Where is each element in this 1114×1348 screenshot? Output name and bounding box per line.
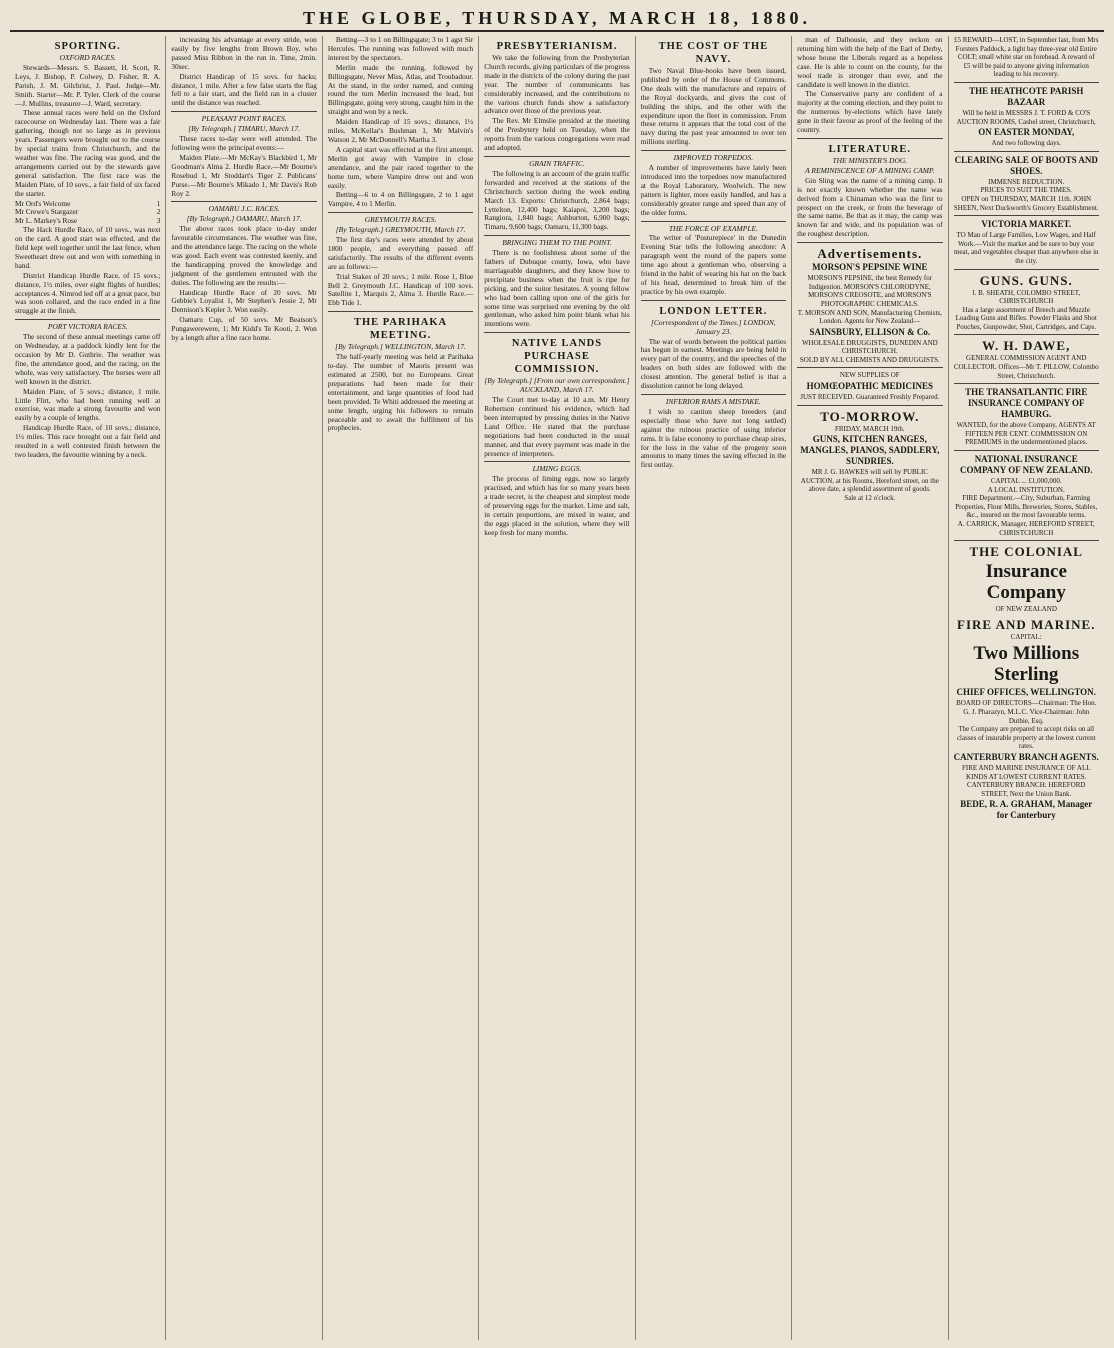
paragraph: The Conservative party are confident of a majority at the coming election, and they point to the numerous by-elections which have lately gone in their favour as proof of the feeling of the country.	[797, 89, 943, 135]
paragraph: A capital start was effected at the first attempt. Merlin got away with Vampire in close attendance, and the pair raced together to the home turn, where Vampire drew out and won easily.	[327, 144, 474, 190]
ad-title: FIRE AND MARINE.	[957, 616, 1096, 632]
paragraph: Trial Stakes of 20 sovs.; 1 mile. Rose 1, Blue Bell 2. Greymouth J.C. Handicap of 100 sovs. Satellite 1, Marquis 2, Alma 3. Hurdle Race.—Ebb Tide 1.	[327, 271, 474, 308]
ad-text: I. B. SHEATH, COLOMBO STREET, CHRISTCHURCH	[972, 288, 1081, 306]
column-7	[949, 36, 1104, 1340]
divider	[484, 235, 629, 236]
ad-title: ON EASTER MONDAY,	[978, 127, 1075, 138]
article-subheading: BRINGING THEM TO THE POINT.	[502, 238, 612, 248]
ad-text: CAPITAL ... £1,000,000.	[990, 477, 1062, 486]
race-result: Mr Crewe's Stargazer 2	[15, 207, 161, 217]
divider	[484, 156, 629, 157]
ad-text: WANTED, for the above Company, AGENTS AT FIFTEEN PER CENT. COMMISSION ON PREMIUMS in the undermentioned places.	[956, 421, 1096, 447]
ad-title: Two Millions Sterling	[973, 643, 1080, 686]
telegraph-dateline: [By Telegraph.] WELLINGTON, March 17.	[335, 342, 466, 352]
paragraph: The first day's races were attended by about 1800 people, and everything passed off satisfactorily. The results of the different events are as follows:—	[327, 235, 474, 271]
ad-text: OPEN on THURSDAY, MARCH 11th. JOHN SHEEN, Next Duckworth's Grocery Establishment.	[953, 194, 1099, 212]
divider	[797, 367, 942, 368]
ad-title: SAINSBURY, ELLISON & Co.	[809, 326, 931, 337]
divider	[797, 138, 942, 139]
telegraph-dateline: [By Telegraph.] OAMARU, March 17.	[186, 214, 302, 224]
article-subheading: OAMARU J.C. RACES.	[208, 204, 280, 214]
paragraph: Handicap Hurdle Race, of 10 sovs.; distance, 1½ miles. This race brought out a fair field and resulted in a well contested finish between the two leaders, the favourite winning by a neck.	[15, 423, 161, 459]
ad-title: THE COLONIAL	[969, 544, 1083, 560]
paragraph: The writer of 'Posturepiece' in the Dunedin Evening Star tells the following anecdote: A paragraph went the round of the papers some time ago about a gentleman who, observing a friend in the habit of wearing his hat on the back of his head, determined to break him of the practice by his own example.	[640, 233, 787, 296]
section-heading: LONDON LETTER.	[659, 305, 768, 317]
article-subheading: LIMING EGGS.	[532, 464, 582, 474]
telegraph-dateline: [By Telegraph.] TIMARU, March 17.	[188, 124, 300, 134]
divider	[328, 311, 473, 312]
article-subheading: INFERIOR RAMS A MISTAKE.	[665, 397, 761, 406]
article-subheading: PLEASANT POINT RACES.	[201, 114, 287, 124]
ad-title: W. H. DAWE,	[982, 338, 1071, 354]
paragraph: I wish to caution sheep breeders (and especially those who have not long settled) against the ruinous practice of using inferior rams. It is false economy to purchase cheap sires, for the loss in the value of the progeny soon amounts to many times the saving effected in the first outlay.	[640, 406, 787, 470]
divider	[641, 221, 786, 222]
ad-text: £5 REWARD—LOST, in September last, from Mrs Forsters Paddock, a light bay three-year old Entire COLT; small white star on forehead. A reward of £5 will be paid to anyone giving information leading to his recovery.	[953, 36, 1099, 79]
ad-text: SOLD BY ALL CHEMISTS AND DRUGGISTS.	[799, 355, 940, 364]
paragraph: District Handicap of 15 sovs. for hacks; distance, 1 mile. After a few false starts the flag fell to a fair start, and the field ran in a cluster until the distance was reached.	[171, 71, 317, 108]
ad-title: GUNS. GUNS.	[979, 272, 1073, 288]
ad-text: JUST RECEIVED. Guaranteed Freshly Prepared.	[800, 393, 940, 402]
ad-text: PRICES TO SUIT THE TIMES.	[980, 186, 1072, 195]
ad-title: Insurance Company	[985, 561, 1067, 604]
article-subtitle: A REMINISCENCE OF A MINING CAMP.	[805, 165, 935, 175]
article-subheading: OXFORD RACES.	[59, 53, 116, 62]
ad-text: MR J. G. HAWKES will sell by PUBLIC AUCTION, at his Rooms, Hereford street, on the above date, a splendid assortment of goods.	[800, 468, 939, 494]
divider	[954, 540, 1099, 541]
paragraph: These races to-day were well attended. The following were the principal events:—	[171, 134, 317, 152]
telegraph-dateline: [By Telegraph.] GREYMOUTH, March 17.	[335, 225, 466, 235]
ad-text: T. MORSON AND SON, Manufacturing Chemists, London. Agents for New Zealand—	[797, 308, 942, 326]
paragraph: Merlin made the running, followed by Billingsgate, Never Miss, Atlas, and Troubadour. At the stand, in the order named, and coming round the turn Merlin increased the lead, but Billingsgate, going very strong, caught him in the straight and won by a neck.	[327, 62, 474, 117]
divider	[641, 300, 786, 301]
ad-title: MORSON'S PEPSINE WINE	[812, 262, 928, 273]
paragraph: A number of improvements have lately been introduced into the torpedoes now manufactured at the Royal Laboratory, Woolwich. The new pattern is lighter, more easily handled, and has a considerably greater range and speed than any of the older forms.	[640, 163, 787, 217]
ad-title: CANTERBURY BRANCH AGENTS.	[953, 751, 1099, 762]
ad-text: GENERAL COMMISSION AGENT AND COLLECTOR. Offices—Mr T. PILLOW, Colombo Street, Christchurch.	[953, 354, 1099, 380]
masthead: THE GLOBE, THURSDAY, MARCH 18, 1880.	[10, 6, 1104, 32]
paragraph: The process of liming eggs, now so largely practised, and which has for so many years been a trade secret, is the cheapest and simplest mode of preserving eggs for the market. Lime and salt, in certain proportions, are mixed in water, and the eggs placed in the solution, where they will keep fresh for many months.	[484, 474, 630, 537]
ad-text: FIRE AND MARINE INSURANCE OF ALL KINDS AT LOWEST CURRENT RATES.	[961, 763, 1091, 781]
ad-text: FIRE Department.—City, Suburban, Farming Properties, Flour Mills, Breweries, Stores, Stables, &c., insured on the most favourable terms.	[955, 494, 1098, 520]
divider	[797, 405, 942, 406]
divider	[954, 151, 1099, 152]
ad-text: FRIDAY, MARCH 19th.	[835, 424, 905, 433]
paragraph: The second of these annual meetings came off on Wednesday, at a paddock kindly lent for the occasion by Mr D. Guthrie. The weather was fine, the attendance good, and the racing, on the whole, was very satisfactory. The horses were all well known in the district.	[15, 332, 161, 386]
ad-title: HOMŒOPATHIC MEDICINES	[806, 381, 934, 392]
column-4	[479, 36, 635, 1340]
paragraph: Betting—6 to 4 on Billingsgate, 2 to 1 agst Vampire, 4 to 1 Merlin.	[327, 190, 474, 209]
divider	[954, 269, 1099, 270]
divider	[484, 461, 629, 462]
race-result: Mr L. Markey's Rose 3	[15, 216, 161, 226]
paragraph: There is no foolishness about some of the fathers of Dubuque county, Iowa, who have marriageable daughters, and they know how to precipitate business when the fruit is ripe for picking, and the suitor hesitates. A young fellow who had been calling upon one of the girls for some time was surprised one evening by the old gentleman, who asked him point blank what his intentions were.	[484, 248, 630, 329]
paragraph: The Court met to-day at 10 a.m. Mr Henry Robertson continued his evidence, which had been interrupted by pressing duties in the Native Land Office. He stated that the purchase negotiations had been conducted in the usual manner, and that every payment was made in the presence of interpreters.	[484, 395, 630, 458]
column-5	[636, 36, 792, 1340]
article-subheading: PORT VICTORIA RACES.	[47, 322, 128, 332]
race-result: Mr Ord's Welcome 1	[15, 198, 161, 208]
ad-text: A. CARRICK, Manager, HEREFORD STREET, CHRISTCHURCH	[957, 520, 1095, 537]
divider	[954, 215, 1099, 216]
divider	[171, 201, 316, 202]
divider	[954, 334, 1099, 335]
divider	[641, 394, 786, 395]
paragraph: Maiden Plate.—Mr McKay's Blackbird 1, Mr Goodman's Alma 2. Hurdle Race.—Mr Bourne's Rosebud 1, Mr Stoddart's Tiger 2. Publicans' Purse.—Mr Bourne's Mikado 1, Mr Davis's Rob Roy 2.	[171, 152, 317, 198]
section-heading: THE COST OF THE NAVY.	[658, 41, 769, 65]
paragraph: The following is an account of the grain traffic forwarded and received at the stations of the Christchurch section during the week ending March 13. Exports: Christchurch, 2,864 bags; Lyttelton, 12,400 bags; Kaiapoi, 3,200 bags; Rangiora, 1,840 bags; Ashburton, 6,900 bags; Timaru, 9,600 bags; Oamaru, 11,300 bags.	[484, 168, 630, 232]
column-1	[10, 36, 166, 1340]
paragraph: Betting—3 to 1 on Billingsgate; 3 to 1 agst Sir Hercules. The running was followed with much interest by the spectators.	[327, 36, 474, 62]
ad-text: A LOCAL INSTITUTION.	[987, 485, 1065, 494]
article-subheading: GRAIN TRAFFIC.	[529, 158, 585, 168]
section-heading: THE PARIHAKA MEETING.	[353, 317, 448, 342]
paragraph: man of Dalhousie, and they reckon on returning him with the help of the Earl of Derby, whose house the Liberals regard as a hopeless case. He is able to count on the county, for the wool trade is stronger than ever, and the candidate is well known in the district.	[797, 36, 943, 89]
paragraph: increasing his advantage at every stride, won easily by five lengths from Brown Boy, who passed Miss Ribbon in the run in. Time, 2min. 30sec.	[171, 36, 317, 71]
paragraph: We take the following from the Presbyterian Church records, giving particulars of the progress made in the districts of the colony during the past year. The number of communicants has considerably increased, and the contributions to the various church funds show a satisfactory advance over those of the previous year.	[484, 53, 630, 116]
divider	[484, 332, 629, 333]
paragraph: Oamaru Cup, of 50 sovs. Mr Beatson's Pungawerewere, 1; Mr Kidd's Te Kooti, 2. Won by a length after a fine race home.	[171, 315, 317, 343]
ad-text: MORSON'S PEPSINE, the best Remedy for Indigestion. MORSON'S CHLORODYNE, MORSON'S CREOSOTE, and MORSON'S PHOTOGRAPHIC CHEMICALS.	[807, 274, 933, 308]
telegraph-dateline: [Correspondent of the Times.] LONDON, January 23.	[651, 317, 776, 336]
paragraph: Maiden Plate, of 5 sovs.; distance, 1 mile. Little Flirt, who had been running well at exercise, was made a strong favourite and won easily by a couple of lengths.	[15, 386, 161, 423]
ad-text: TO Man of Large Families, Low Wages, and Half Work.—Visit the market and be sure to buy your meat, and vegetables cheaper than anywhere else in the city.	[953, 231, 1099, 265]
ad-text: Sale at 12 o'clock.	[844, 494, 896, 503]
ad-text: BOARD OF DIRECTORS—Chairman: The Hon. G. J. Pharazyn, M.L.C. Vice-Chairman: John Duthie, Esq.	[956, 699, 1097, 725]
divider	[954, 383, 1099, 384]
paragraph: Two Naval Blue-books have been issued, published by order of the House of Commons. One deals with the manufacture and repairs of the Royal dockyards, and gives the cost of building the ships, and the other with the expenditure upon the fleet in commission. From these returns it appears that the total cost of the navy during the past year amounted to over ten millions sterling.	[640, 66, 787, 147]
paragraph: Handicap Hurdle Race of 20 sovs. Mr Gebbie's Loyalist 1, Mr Stephen's Jessie 2, Mr Dennison's Kepler 3. Won easily.	[171, 287, 317, 315]
paragraph: Gin Sling was the name of a mining camp. It is not exactly known whether the name was derived from a Chinaman who was the first to prospect on the creek, or from the beverage of the same name. Be that as it may, the camp was known far and wide, and its population was of the roughest description.	[797, 175, 943, 239]
section-heading: LITERATURE.	[828, 143, 911, 155]
ad-text: OF NEW ZEALAND	[995, 605, 1057, 614]
ad-text: And two following days.	[991, 139, 1062, 148]
paragraph: Maiden Handicap of 15 sovs.; distance, 1½ miles. McKellar's Bushman 1, Mr Malvin's Watson 2, Mr McDonnell's Martha 3.	[327, 117, 474, 144]
column-3	[323, 36, 479, 1340]
divider	[954, 82, 1099, 83]
article-subheading: THE FORCE OF EXAMPLE.	[668, 223, 758, 233]
divider	[15, 319, 160, 320]
telegraph-dateline: [By Telegraph.] [From our own correspondent.] AUCKLAND, March 17.	[484, 376, 630, 395]
paragraph: The Rev. Mr Elmslie presided at the meeting of the Presbytery held on Tuesday, when the reports from the various congregations were read and adopted.	[484, 116, 630, 153]
columns	[10, 36, 1104, 1340]
article-subheading: GREYMOUTH RACES.	[364, 215, 437, 225]
paragraph: The war of words between the political parties has begun in earnest. Meetings are being held in every part of the country, and the speeches of the leaders on both sides are followed with the closest attention. The general belief is that a dissolution cannot be long delayed.	[640, 336, 787, 391]
ad-title: BEDE, R. A. GRAHAM, Manager for Canterbury	[960, 799, 1093, 821]
divider	[171, 111, 316, 112]
paragraph: District Handicap Hurdle Race, of 15 sovs.; distance, 1½ miles, over eight flights of hurdles; acceptances 4. Nimrod led off at a great pace, but was soon collared, and the race ended in a fine struggle at the finish.	[15, 270, 161, 316]
ad-text: Will be held in MESSRS J. T. FORD & CO'S AUCTION ROOMS, Cashel street, Christchurch,	[956, 108, 1096, 126]
section-heading: NATIVE LANDS PURCHASE COMMISSION.	[511, 338, 603, 376]
ad-text: CANTERBURY BRANCH: HEREFORD STREET, Next the Union Bank.	[967, 781, 1086, 798]
section-heading: PRESBYTERIANISM.	[496, 41, 618, 52]
ad-text: NEW SUPPLIES OF	[839, 371, 900, 380]
ad-text: The Company are prepared to accept risks on all classes of insurable property at the lowest current rates.	[956, 725, 1096, 751]
paragraph: The above races took place to-day under favourable circumstances. The weather was fine, and the attendance large. The racing on the whole was good. Each event was contested keenly, and the handicapping proved the knowledge and judgment of the gentlemen entrusted with the duties. The following are the results:—	[171, 224, 317, 287]
ad-title: VICTORIA MARKET.	[981, 219, 1072, 230]
advertisements-heading: Advertisements.	[817, 246, 923, 262]
divider	[328, 212, 473, 213]
paragraph: The Hack Hurdle Race, of 10 sovs., was next on the card. A good start was effected, and the field kept well together until the last fence, when Sweetheart drew out and won with something in hand.	[15, 225, 161, 270]
paragraph: Stewards—Messrs. S. Bassett, H. Scott, R. Leys, J. Bishop, P. Colwey, D. Fisher, R. A. Parish, J. M. Gilchrist, J. Paul. Judge—Mr. Smith. Starter—Mr. P. Tyler. Clerk of the course—J. Mullins, treasurer—J. Ward, secretary.	[15, 62, 161, 108]
divider	[641, 150, 786, 151]
article-subheading: IMPROVED TORPEDOS.	[673, 153, 754, 163]
ad-title: NATIONAL INSURANCE COMPANY OF NEW ZEALAND.	[959, 454, 1093, 476]
ad-title: THE HEATHCOTE PARISH BAZAAR	[969, 85, 1084, 107]
ad-title: THE TRANSATLANTIC FIRE INSURANCE COMPANY OF HAMBURG.	[965, 387, 1088, 420]
paragraph: The half-yearly meeting was held at Parihaka to-day. The number of Maoris present was estimated at 2500, but no Europeans. Great preparations had been made for their entertainment, and large quantities of food had been provided. Te Whiti addressed the meeting at some length, urging his followers to remain peaceable and to await the fulfilment of his prophecies.	[327, 352, 474, 433]
ad-title: CHIEF OFFICES, WELLINGTON.	[956, 687, 1096, 698]
article-subheading: THE MINISTER'S DOG.	[832, 155, 908, 165]
divider	[797, 242, 942, 243]
divider	[954, 450, 1099, 451]
ad-text: IMMENSE REDUCTION.	[988, 177, 1065, 186]
ad-text: Has a large assortment of Breech and Muzzle Loading Guns and Rifles. Powder Flasks and Shot Pouches, Gunpowder, Shot, Cartridges, and Caps.	[955, 305, 1097, 331]
section-heading: SPORTING.	[54, 41, 121, 52]
column-6	[792, 36, 948, 1340]
ad-text: WHOLESALE DRUGGISTS, DUNEDIN AND CHRISTCHURCH.	[801, 338, 938, 356]
paragraph: These annual races were held on the Oxford racecourse on Wednesday last. There was a fair gathering, though not so large as in previous years. Passengers were brought out to the course by special trains from Christchurch, and the weather was fine. The racing was good, and the arrangements carried out by the stewards gave general satisfaction. The first race was the Maiden Plate, of 10 sovs., a fair field of six faced the starter.	[15, 108, 161, 198]
ad-title: GUNS, KITCHEN RANGES, MANGLES, PIANOS, SADDLERY, SUNDRIES.	[800, 434, 940, 467]
ad-title: TO-MORROW.	[820, 408, 920, 424]
ad-text: CAPITAL:	[1010, 632, 1042, 641]
column-2	[166, 36, 322, 1340]
ad-title: CLEARING SALE OF BOOTS AND SHOES.	[954, 154, 1098, 176]
